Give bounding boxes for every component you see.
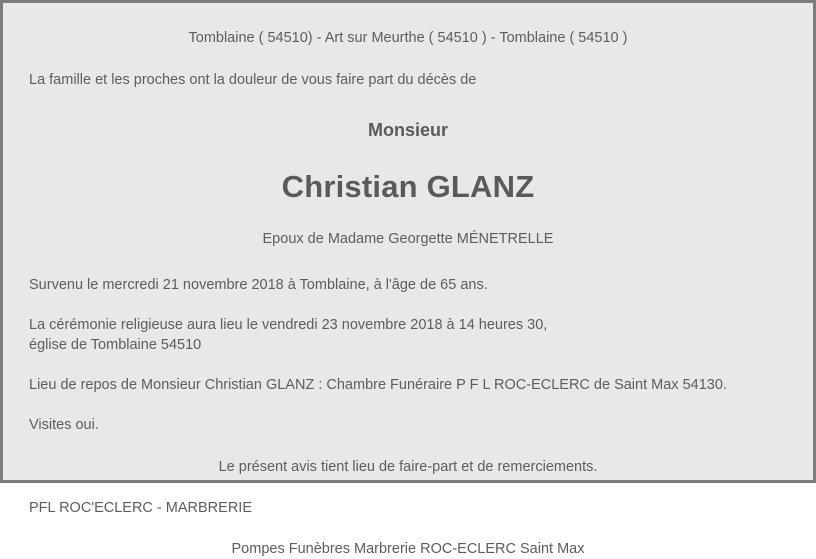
spouse-line: Epoux de Madame Georgette MÉNETRELLE <box>262 231 554 248</box>
visits-line: Visites oui. <box>29 417 99 434</box>
deceased-full-name: Christian GLANZ <box>281 169 535 205</box>
locations-line: Tomblaine ( 54510) - Art sur Meurthe ( 54510 ) - Tomblaine ( 54510 ) <box>188 30 628 46</box>
thanks-line: Le présent avis tient lieu de faire-part et de remerciements. <box>218 458 598 475</box>
family-announcement-line: La famille et les proches ont la douleur de vous faire part du décès de <box>29 71 477 88</box>
ceremony-line-1: La cérémonie religieuse aura lieu le vendredi 23 novembre 2018 à 14 heures 30, <box>29 317 548 334</box>
ceremony-block <box>29 316 787 355</box>
death-info-line: Survenu le mercredi 21 novembre 2018 à Tomblaine, à l'âge de 65 ans. <box>29 276 488 293</box>
civility-label: Monsieur <box>367 120 448 141</box>
company-line: PFL ROC'ECLERC - MARBRERIE <box>29 500 252 517</box>
resting-place-line: Lieu de repos de Monsieur Christian GLANZ : Chambre Funéraire P F L ROC-ECLERC de Saint Max 54130. <box>29 376 727 393</box>
ceremony-line-2: église de Tomblaine 54510 <box>29 336 202 353</box>
funeral-home-line: Pompes Funèbres Marbrerie ROC-ECLERC Saint Max <box>231 540 585 557</box>
